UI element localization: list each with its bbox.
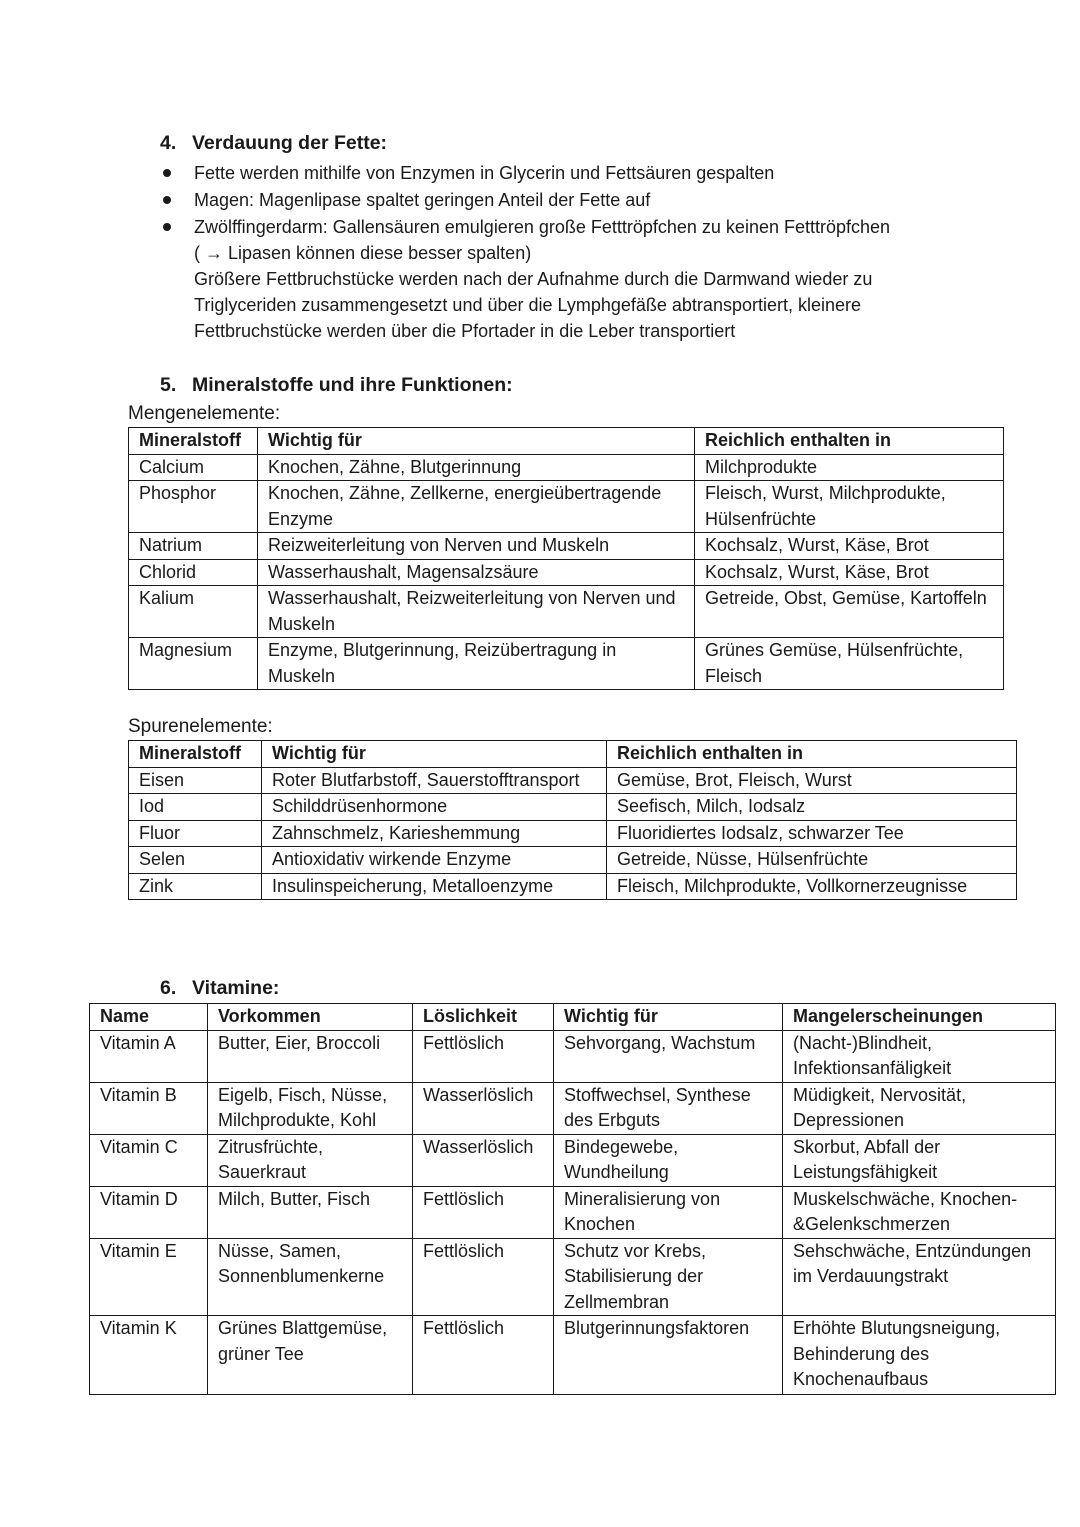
table-cell: Vitamin C [90, 1134, 208, 1186]
table-cell: Reizweiterleitung von Nerven und Muskeln [258, 533, 695, 560]
table-cell: Vitamin E [90, 1238, 208, 1316]
section-6-heading [160, 975, 279, 1001]
table-cell: Nüsse, Samen, Sonnenblumenkerne [208, 1238, 413, 1316]
table-cell: Muskelschwäche, Knochen-&Gelenkschmerzen [783, 1186, 1056, 1238]
table-header: Wichtig für [258, 428, 695, 455]
table-cell: Sehschwäche, Entzündungen im Verdauungstrakt [783, 1238, 1056, 1316]
table-cell: Bindegewebe, Wundheilung [554, 1134, 783, 1186]
table-cell: Vitamin D [90, 1186, 208, 1238]
table-cell: Gemüse, Brot, Fleisch, Wurst [607, 767, 1017, 794]
table-cell: Milchprodukte [695, 454, 1004, 481]
section-6-title: Vitamine: [192, 977, 280, 999]
table-cell: Getreide, Obst, Gemüse, Kartoffeln [695, 586, 1004, 638]
table-row [90, 1134, 1056, 1186]
table-cell: Schutz vor Krebs, Stabilisierung der Zellmembran [554, 1238, 783, 1316]
table-cell: Selen [129, 847, 262, 874]
table-cell: Iod [129, 794, 262, 821]
table-cell: Insulinspeicherung, Metalloenzyme [262, 873, 607, 900]
table-cell: Skorbut, Abfall der Leistungsfähigkeit [783, 1134, 1056, 1186]
table-cell: Wasserlöslich [413, 1082, 554, 1134]
table-cell: Knochen, Zähne, Zellkerne, energieübertragende Enzyme [258, 481, 695, 533]
table-cell: Zahnschmelz, Karieshemmung [262, 820, 607, 847]
table-header: Name [90, 1004, 208, 1031]
table-header: Reichlich enthalten in [695, 428, 1004, 455]
section-4-heading [160, 130, 387, 156]
table-row [129, 873, 1017, 900]
table-row [129, 559, 1004, 586]
table-cell: Enzyme, Blutgerinnung, Reizübertragung in Muskeln [258, 638, 695, 690]
table-header: Wichtig für [262, 741, 607, 768]
table-row [129, 533, 1004, 560]
vitamine-table [89, 1003, 1056, 1395]
section-5-number: 5. [160, 374, 177, 396]
table-cell: Fleisch, Wurst, Milchprodukte, Hülsenfrüchte [695, 481, 1004, 533]
table-cell: Vitamin B [90, 1082, 208, 1134]
table-cell: Wasserhaushalt, Reizweiterleitung von Nerven und Muskeln [258, 586, 695, 638]
table-cell: Zink [129, 873, 262, 900]
table-cell: Vitamin K [90, 1316, 208, 1395]
spurenelemente-table [128, 740, 1017, 900]
table-row [90, 1238, 1056, 1316]
table-cell: Fluor [129, 820, 262, 847]
table-cell: Phosphor [129, 481, 258, 533]
bullet-icon [163, 169, 171, 177]
table-cell: Butter, Eier, Broccoli [208, 1030, 413, 1082]
table-cell: Getreide, Nüsse, Hülsenfrüchte [607, 847, 1017, 874]
bullet-icon [163, 223, 171, 231]
table-header: Löslichkeit [413, 1004, 554, 1031]
table-header: Vorkommen [208, 1004, 413, 1031]
mengenelemente-table [128, 427, 1004, 690]
section-4-number: 4. [160, 132, 177, 154]
table-row [129, 454, 1004, 481]
section-4-paragraph: Größere Fettbruchstücke werden nach der Aufnahme durch die Darmwand wieder zu Triglyceriden zusammengesetzt und über die Lymphgefäße abtransportiert, kleinere Fettbruchstücke werden über die Pfortader in die Leber transportiert [194, 269, 873, 341]
table-header-row [129, 741, 1017, 768]
table-header-row [129, 428, 1004, 455]
table-cell: Grünes Blattgemüse, grüner Tee [208, 1316, 413, 1395]
table-header: Mineralstoff [129, 741, 262, 768]
table-row [129, 638, 1004, 690]
table-header: Mangelerscheinungen [783, 1004, 1056, 1031]
section-5-title: Mineralstoffe und ihre Funktionen: [192, 374, 513, 396]
table-header: Reichlich enthalten in [607, 741, 1017, 768]
list-item: Zwölffingerdarm: Gallensäuren emulgieren große Fetttröpfchen zu keinen Fetttröpfchen ( → Lipasen können diese besser spalten) [160, 214, 894, 266]
table-cell: Kochsalz, Wurst, Käse, Brot [695, 533, 1004, 560]
mengenelemente-label: Mengenelemente: [128, 403, 281, 424]
table-cell: Fettlöslich [413, 1238, 554, 1316]
table-cell: Antioxidativ wirkende Enzyme [262, 847, 607, 874]
table-cell: Magnesium [129, 638, 258, 690]
table-cell: Vitamin A [90, 1030, 208, 1082]
table-cell: Eigelb, Fisch, Nüsse, Milchprodukte, Kohl [208, 1082, 413, 1134]
table-row [129, 767, 1017, 794]
table-cell: Müdigkeit, Nervosität, Depressionen [783, 1082, 1056, 1134]
section-4-bullets [160, 160, 980, 344]
table-cell: Wasserlöslich [413, 1134, 554, 1186]
table-cell: Calcium [129, 454, 258, 481]
table-cell: Mineralisierung von Knochen [554, 1186, 783, 1238]
table-header: Mineralstoff [129, 428, 258, 455]
list-item: Fette werden mithilfe von Enzymen in Glycerin und Fettsäuren gespalten [160, 160, 980, 186]
table-cell: Fettlöslich [413, 1316, 554, 1395]
table-row [90, 1082, 1056, 1134]
bullet-icon [163, 196, 171, 204]
table-cell: Seefisch, Milch, Iodsalz [607, 794, 1017, 821]
table-cell: Milch, Butter, Fisch [208, 1186, 413, 1238]
table-cell: Zitrusfrüchte, Sauerkraut [208, 1134, 413, 1186]
table-cell: Schilddrüsenhormone [262, 794, 607, 821]
table-cell: Sehvorgang, Wachstum [554, 1030, 783, 1082]
table-cell: Fettlöslich [413, 1186, 554, 1238]
table-row [90, 1186, 1056, 1238]
table-cell: Fettlöslich [413, 1030, 554, 1082]
table-cell: Natrium [129, 533, 258, 560]
table-cell: (Nacht-)Blindheit, Infektionsanfäligkeit [783, 1030, 1056, 1082]
table-row [129, 847, 1017, 874]
table-row [129, 820, 1017, 847]
table-cell: Roter Blutfarbstoff, Sauerstofftransport [262, 767, 607, 794]
table-row [129, 794, 1017, 821]
table-header: Wichtig für [554, 1004, 783, 1031]
table-row [90, 1030, 1056, 1082]
table-cell: Stoffwechsel, Synthese des Erbguts [554, 1082, 783, 1134]
table-cell: Fleisch, Milchprodukte, Vollkornerzeugnisse [607, 873, 1017, 900]
table-cell: Fluoridiertes Iodsalz, schwarzer Tee [607, 820, 1017, 847]
list-item: Magen: Magenlipase spaltet geringen Anteil der Fette auf [160, 187, 980, 213]
spurenelemente-label: Spurenelemente: [128, 716, 273, 737]
table-row [129, 481, 1004, 533]
table-cell: Kalium [129, 586, 258, 638]
section-4-title: Verdauung der Fette: [192, 132, 388, 154]
table-row [90, 1316, 1056, 1395]
table-cell: Kochsalz, Wurst, Käse, Brot [695, 559, 1004, 586]
section-5-heading [160, 372, 513, 398]
table-row [129, 586, 1004, 638]
section-6-number: 6. [160, 977, 177, 999]
table-cell: Grünes Gemüse, Hülsenfrüchte, Fleisch [695, 638, 1004, 690]
table-cell: Blutgerinnungsfaktoren [554, 1316, 783, 1395]
table-cell: Chlorid [129, 559, 258, 586]
table-cell: Knochen, Zähne, Blutgerinnung [258, 454, 695, 481]
table-cell: Wasserhaushalt, Magensalzsäure [258, 559, 695, 586]
table-header-row [90, 1004, 1056, 1031]
table-cell: Erhöhte Blutungsneigung, Behinderung des Knochenaufbaus [783, 1316, 1056, 1395]
table-cell: Eisen [129, 767, 262, 794]
